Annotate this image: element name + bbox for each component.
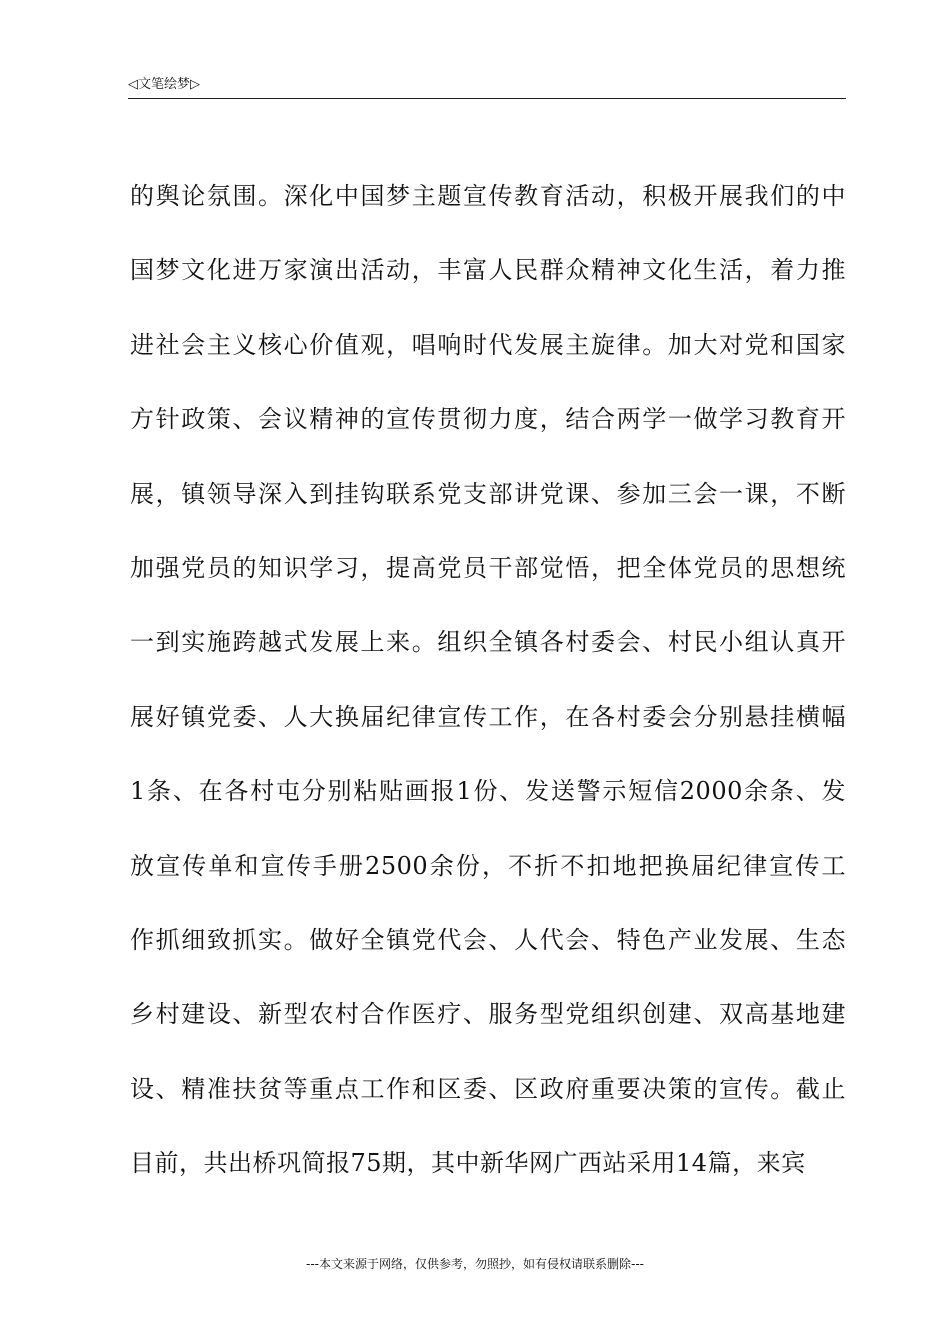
page-footer: ---本文来源于网络，仅供参考，勿照抄，如有侵权请联系删除--- bbox=[306, 1257, 644, 1271]
header-title: ◁文笔绘梦▷ bbox=[128, 77, 200, 92]
text-line: 目前，共出桥巩简报75期，其中新华网广西站采用14篇，来宾 bbox=[130, 1149, 806, 1178]
text-line: 进社会主义核心价值观，唱响时代发展主旋律。加大对党和国家 bbox=[130, 330, 846, 359]
text-line: 乡村建设、新型农村合作医疗、服务型党组织创建、双高基地建 bbox=[130, 1000, 846, 1029]
text-line: 展好镇党委、人大换届纪律宣传工作，在各村委会分别悬挂横幅 bbox=[130, 702, 846, 731]
text-line: 设、精准扶贫等重点工作和区委、区政府重要决策的宣传。截止 bbox=[130, 1074, 846, 1103]
text-line: 国梦文化进万家演出活动，丰富人民群众精神文化生活，着力推 bbox=[130, 256, 846, 285]
text-line: 放宣传单和宣传手册2500余份，不折不扣地把换届纪律宣传工 bbox=[130, 851, 846, 880]
text-line: 一到实施跨越式发展上来。组织全镇各村委会、村民小组认真开 bbox=[130, 628, 846, 657]
text-line: 加强党员的知识学习，提高党员干部觉悟，把全体党员的思想统 bbox=[130, 553, 846, 582]
page-header bbox=[128, 76, 846, 99]
body-text bbox=[130, 174, 846, 1215]
text-line: 方针政策、会议精神的宣传贯彻力度，结合两学一做学习教育开 bbox=[130, 405, 846, 434]
text-line: 1条、在各村屯分别粘贴画报1份、发送警示短信2000余条、发 bbox=[130, 777, 846, 806]
text-line: 作抓细致抓实。做好全镇党代会、人代会、特色产业发展、生态 bbox=[130, 925, 846, 954]
text-line: 的舆论氛围。深化中国梦主题宣传教育活动，积极开展我们的中 bbox=[130, 182, 846, 210]
text-line: 展，镇领导深入到挂钩联系党支部讲党课、参加三会一课，不断 bbox=[130, 479, 846, 508]
